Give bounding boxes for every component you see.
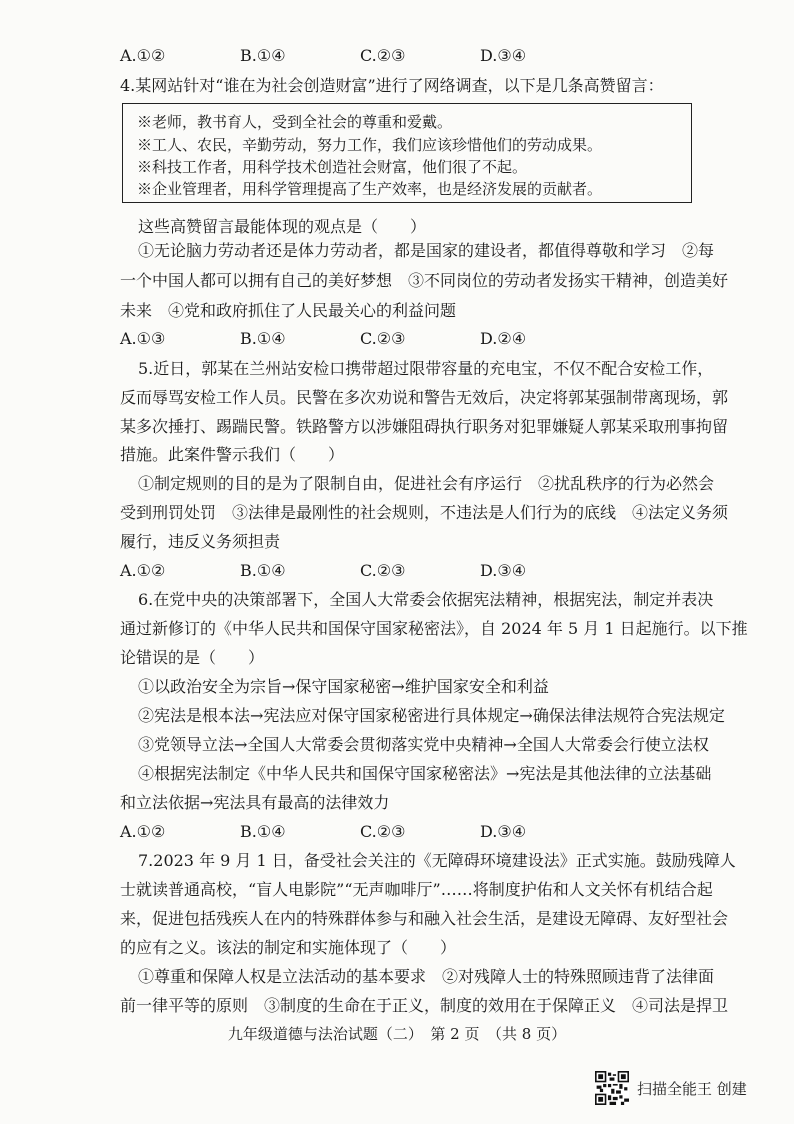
q6-item-4: ④根据宪法制定《中华人民共和国保守国家秘密法》→宪法是其他法律的立法基础 bbox=[138, 764, 712, 783]
q6-option-a: A.①② bbox=[120, 822, 166, 841]
q7-item-line-1: ①尊重和保障人权是立法活动的基本要求 ②对残障人士的特殊照顾违背了法律面 bbox=[138, 967, 715, 986]
q3-option-c: C.②③ bbox=[360, 46, 406, 65]
q3-option-d: D.③④ bbox=[480, 46, 527, 65]
q3-options bbox=[120, 45, 680, 67]
q5-option-b: B.①④ bbox=[240, 561, 286, 580]
scanner-watermark bbox=[595, 1073, 747, 1103]
q4-comment-2: ※工人、农民，辛勤劳动，努力工作，我们应该珍惜他们的劳动成果。 bbox=[137, 136, 603, 154]
q4-option-b: B.①④ bbox=[240, 329, 286, 348]
q6-option-c: C.②③ bbox=[360, 822, 406, 841]
q6-stem-line-1: 6.在党中央的决策部署下，全国人大常委会依据宪法精神，根据宪法，制定并表决 bbox=[138, 590, 714, 609]
q6-item-3: ③党领导立法→全国人大常委会贯彻落实党中央精神→全国人大常委会行使立法权 bbox=[138, 735, 709, 754]
q5-stem-line-2: 反而辱骂安检工作人员。民警在多次劝说和警告无效后，决定将郭某强制带离现场，郭 bbox=[120, 388, 729, 407]
q4-option-a: A.①③ bbox=[120, 329, 166, 348]
q5-option-a: A.①② bbox=[120, 561, 166, 580]
q4-stem: 4.某网站针对“谁在为社会创造财富”进行了网络调查，以下是几条高赞留言： bbox=[120, 76, 664, 95]
q6-item-1: ①以政治安全为宗旨→保守国家秘密→维护国家安全和利益 bbox=[138, 677, 549, 696]
q3-option-a: A.①② bbox=[120, 46, 166, 65]
q7-item-line-2: 前一律平等的原则 ③制度的生命在于正义，制度的效用在于保障正义 ④司法是捍卫 bbox=[120, 996, 729, 1015]
q4-options bbox=[120, 328, 680, 350]
q7-stem-line-2: 士就读普通高校，“盲人电影院”“无声咖啡厅”……将制度护佑和人文关怀有机结合起 bbox=[120, 880, 713, 899]
q6-stem-line-2: 通过新修订的《中华人民共和国保守国家秘密法》，自 2024 年 5 月 1 日起施行。以下推 bbox=[120, 619, 748, 638]
watermark-text: 扫描全能王 创建 bbox=[637, 1079, 747, 1098]
q7-stem-line-4: 的应有之义。该法的制定和实施体现了（ ） bbox=[120, 938, 457, 957]
q5-item-line-3: 履行，违反义务须担责 bbox=[120, 532, 281, 551]
q3-option-b: B.①④ bbox=[240, 46, 286, 65]
q4-comment-box bbox=[122, 103, 692, 203]
q6-option-b: B.①④ bbox=[240, 822, 286, 841]
q7-stem-line-1: 7.2023 年 9 月 1 日，备受社会关注的《无障碍环境建设法》正式实施。鼓励残障人 bbox=[138, 851, 736, 870]
q5-stem-line-3: 某多次捶打、踢踹民警。铁路警方以涉嫌阻碍执行职务对犯罪嫌疑人郭某采取刑事拘留 bbox=[120, 417, 729, 436]
q5-option-d: D.③④ bbox=[480, 561, 527, 580]
q6-item-4-cont: 和立法依据→宪法具有最高的法律效力 bbox=[120, 793, 390, 812]
q7-stem-line-3: 来，促进包括残疾人在内的特殊群体参与和融入社会生活，是建设无障碍、友好型社会 bbox=[120, 909, 729, 928]
page-footer: 九年级道德与法治试题（二） 第 2 页 （共 8 页） bbox=[227, 1025, 567, 1043]
q4-comment-1: ※老师，教书育人，受到全社会的尊重和爱戴。 bbox=[137, 113, 453, 131]
q5-item-line-1: ①制定规则的目的是为了限制自由，促进社会有序运行 ②扰乱秩序的行为必然会 bbox=[138, 474, 715, 493]
q6-stem-line-3: 论错误的是（ ） bbox=[120, 648, 265, 667]
q5-stem-line-1: 5.近日，郭某在兰州站安检口携带超过限带容量的充电宝，不仅不配合安检工作， bbox=[138, 359, 714, 378]
q5-stem-line-4: 措施。此案件警示我们（ ） bbox=[120, 445, 345, 464]
q5-item-line-2: 受到刑罚处罚 ③法律是最刚性的社会规则，不违法是人们行为的底线 ④法定义务须 bbox=[120, 503, 729, 522]
qr-code-icon bbox=[595, 1071, 629, 1105]
q4-comment-3: ※科技工作者，用科学技术创造社会财富，他们很了不起。 bbox=[137, 158, 528, 176]
q6-option-d: D.③④ bbox=[480, 822, 527, 841]
q4-option-d: D.②④ bbox=[480, 329, 527, 348]
q4-item-line-2: 一个中国人都可以拥有自己的美好梦想 ③不同岗位的劳动者发扬实干精神，创造美好 bbox=[120, 271, 729, 290]
q4-option-c: C.②③ bbox=[360, 329, 406, 348]
q4-item-line-1: ①无论脑力劳动者还是体力劳动者，都是国家的建设者，都值得尊敬和学习 ②每 bbox=[138, 241, 715, 260]
q4-comment-4: ※企业管理者，用科学管理提高了生产效率，也是经济发展的贡献者。 bbox=[137, 180, 603, 198]
q6-options bbox=[120, 821, 680, 843]
q4-question: 这些高赞留言最能体现的观点是（ ） bbox=[138, 217, 427, 236]
q5-options bbox=[120, 560, 680, 582]
q4-item-line-3: 未来 ④党和政府抓住了人民最关心的利益问题 bbox=[120, 301, 457, 320]
q6-item-2: ②宪法是根本法→宪法应对保守国家秘密进行具体规定→确保法律法规符合宪法规定 bbox=[138, 706, 725, 725]
q5-option-c: C.②③ bbox=[360, 561, 406, 580]
